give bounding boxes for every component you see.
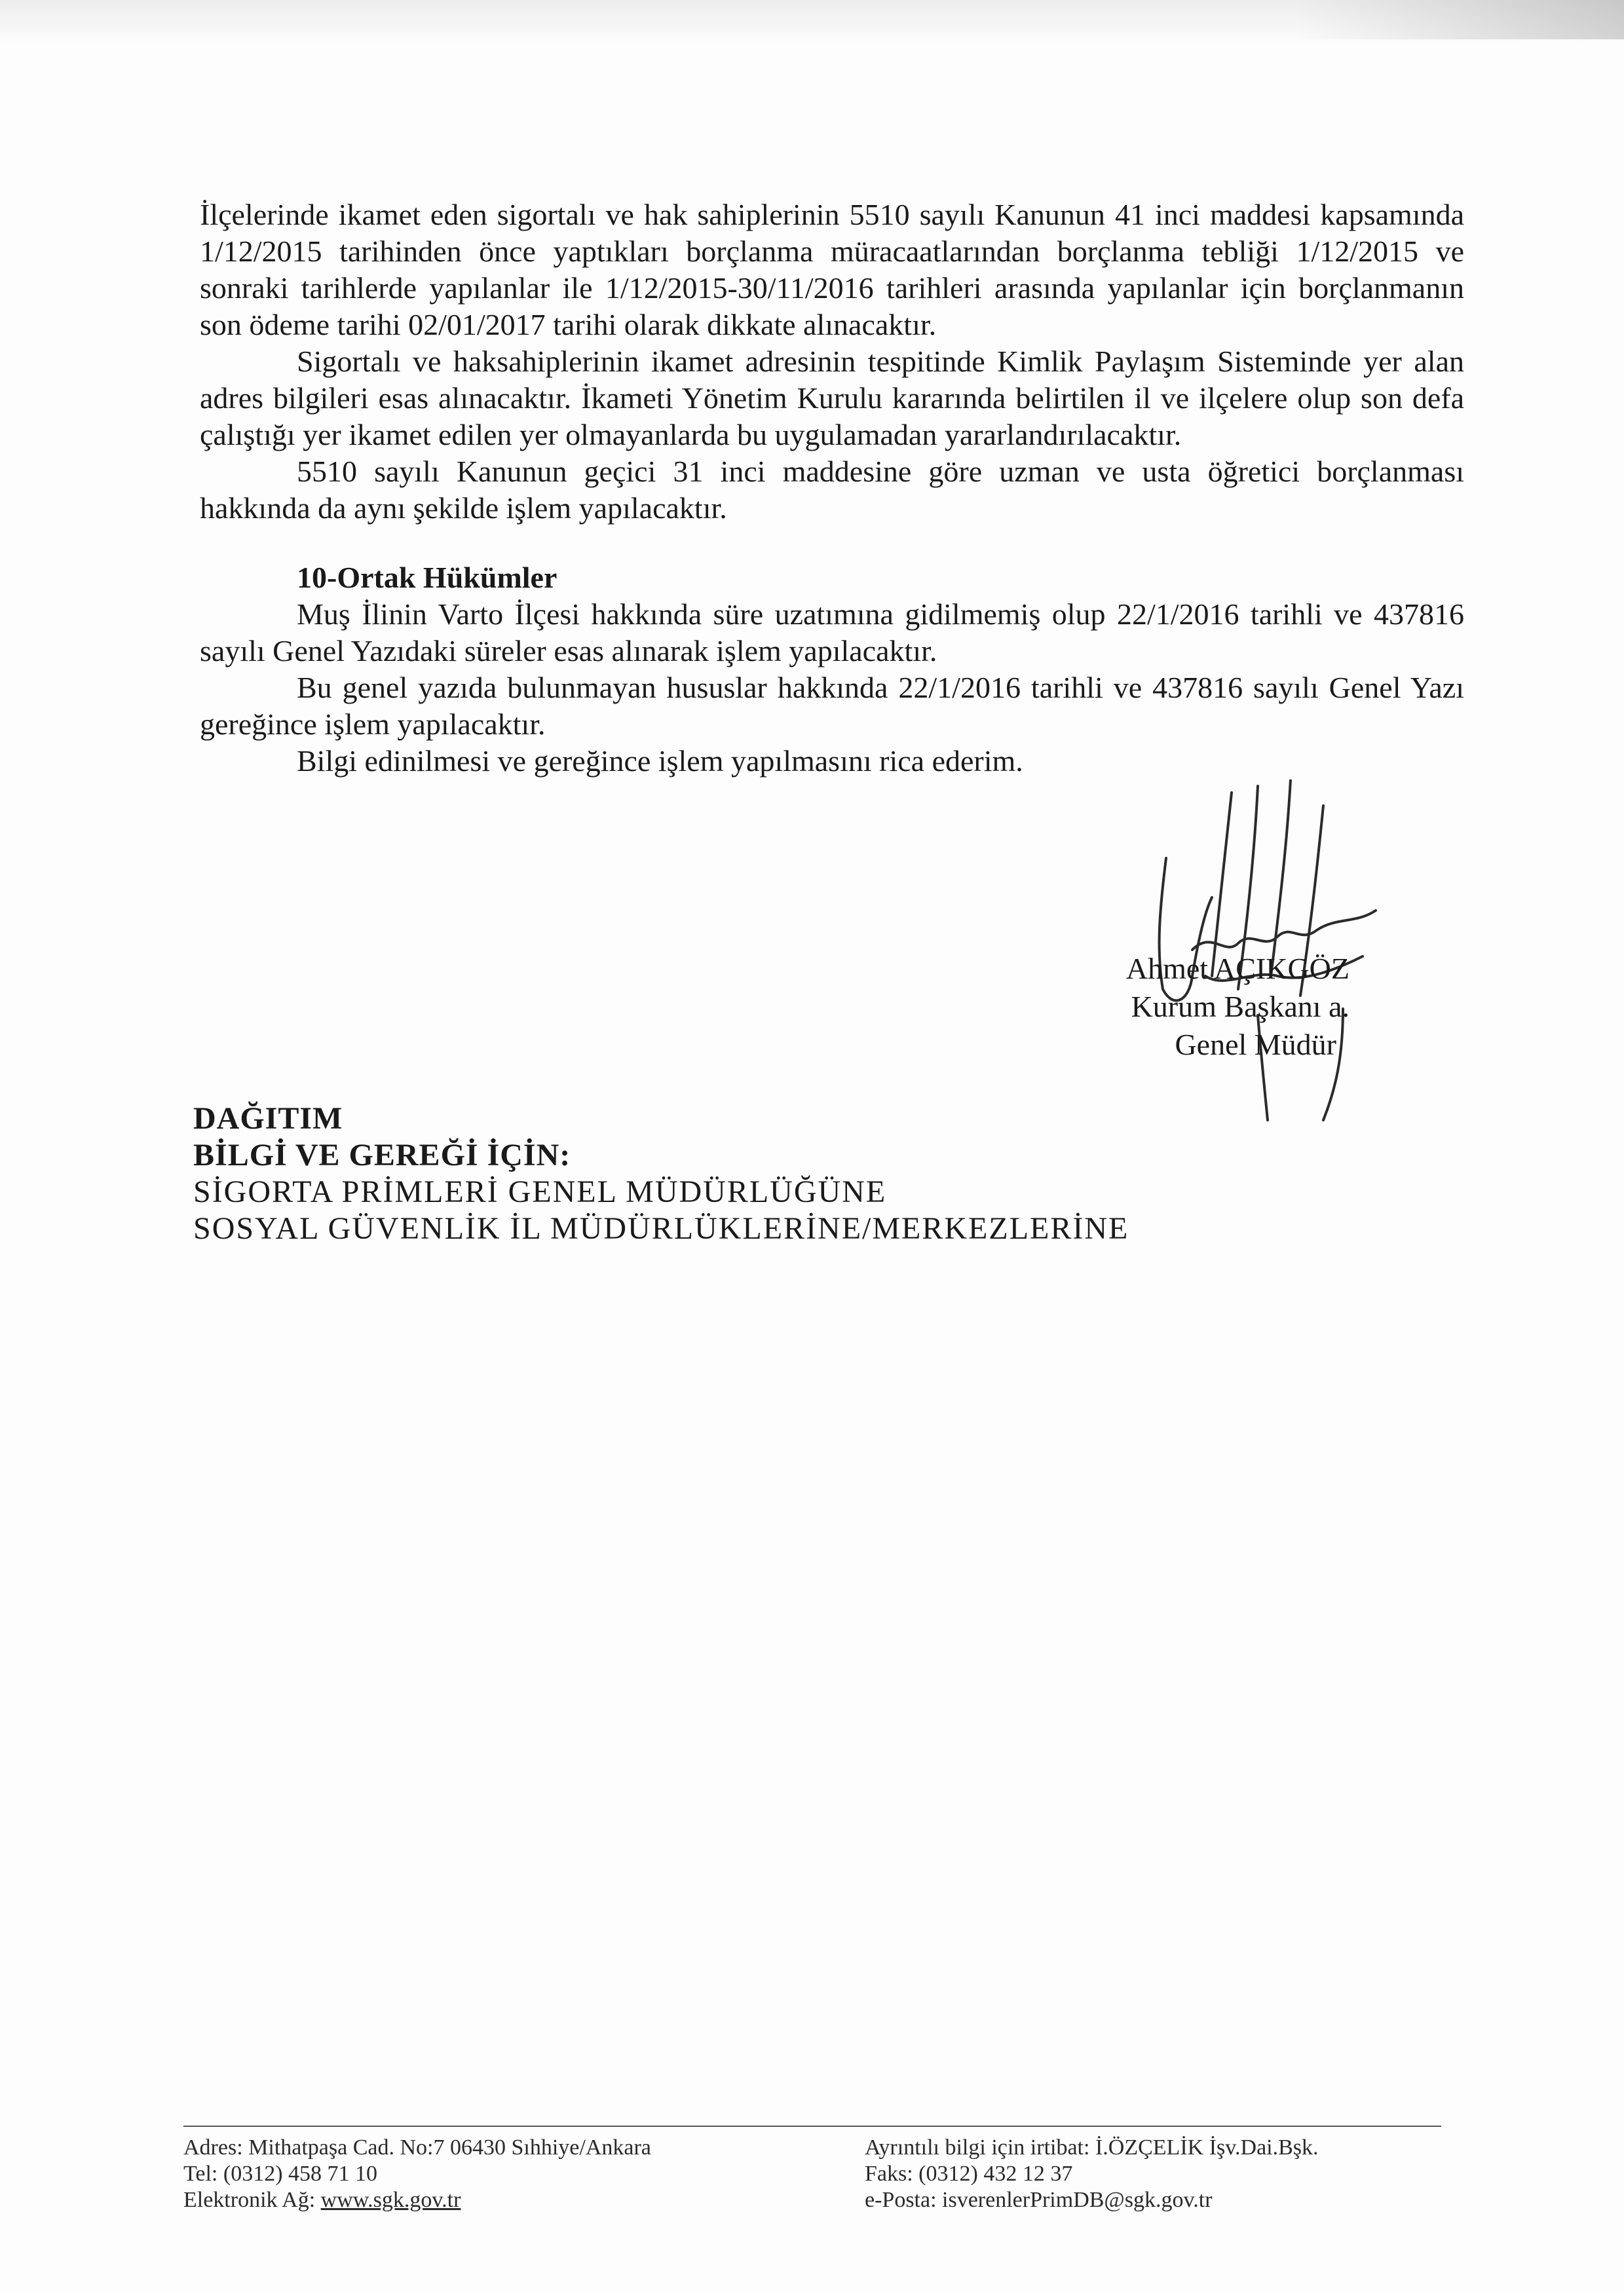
footer-email[interactable]: e-Posta: isverenlerPrimDB@sgk.gov.tr: [865, 2188, 1213, 2212]
paragraph-4: Muş İlinin Varto İlçesi hakkında süre uzatımına gidilmemiş olup 22/1/2016 tarihli ve 437816 sayılı Genel Yazıdaki süreler esas alınarak işlem yapılacaktır.: [200, 597, 1464, 667]
footer-contact-right: [865, 2135, 1441, 2213]
footer-phone: Tel: (0312) 458 71 10: [183, 2162, 378, 2186]
paragraph-2: Sigortalı ve haksahiplerinin ikamet adresinin tespitinde Kimlik Paylaşım Sisteminde yer alan adres bilgileri esas alınacaktır. İkameti Yönetim Kurulu kararında belirtilen il ve ilçelere olup son defa çalıştığı yer ikamet edilen yer olmayanlarda bu uygulamadan yararlandırılacaktır.: [200, 345, 1464, 451]
website-link[interactable]: www.sgk.gov.tr: [320, 2188, 461, 2212]
scan-shadow-corner: [1296, 0, 1624, 39]
footer-website: [183, 2187, 773, 2213]
paragraph-6: Bilgi edinilmesi ve gereğince işlem yapılmasını rica ederim.: [297, 744, 1023, 778]
footer-contact-left: [183, 2135, 773, 2213]
signature-block: [1074, 950, 1350, 1064]
footer-address: Adres: Mithatpaşa Cad. No:7 06430 Sıhhiye/Ankara: [183, 2135, 651, 2160]
recipient-2: SOSYAL GÜVENLİK İL MÜDÜRLÜKLERİNE/MERKEZLERİNE: [193, 1211, 1129, 1246]
recipient-1: SİGORTA PRİMLERİ GENEL MÜDÜRLÜĞÜNE: [193, 1174, 887, 1209]
section-heading: 10-Ortak Hükümler: [297, 561, 557, 594]
footer-web-label: Elektronik Ağ:: [183, 2188, 321, 2212]
section-gap: [200, 527, 1464, 559]
document-body: [200, 197, 1464, 779]
signatory-position: Genel Müdür: [1175, 1028, 1336, 1061]
signatory-name: Ahmet AÇIKGÖZ: [1125, 952, 1350, 985]
footer-fax: Faks: (0312) 432 12 37: [865, 2162, 1073, 2186]
paragraph-3: 5510 sayılı Kanunun geçici 31 inci maddesine göre uzman ve usta öğretici borçlanması hakkında da aynı şekilde işlem yapılacaktır.: [200, 455, 1464, 525]
paragraph-1: İlçelerinde ikamet eden sigortalı ve hak sahiplerinin 5510 sayılı Kanunun 41 inci maddesi kapsamında 1/12/2015 tarihinden önce yaptıkları borçlanma müracaatlarından borçlanma tebliği 1/12/2015 ve sonraki tarihlerde yapılanlar ile 1/12/2015-30/11/2016 tarihleri arasında yapılanlar için borçlanmanın son ödeme tarihi 02/01/2017 tarihi olarak dikkate alınacaktır.: [200, 198, 1464, 341]
footer-contact-person: Ayrıntılı bilgi için irtibat: İ.ÖZÇELİK İşv.Dai.Bşk.: [865, 2135, 1319, 2160]
distribution-heading: DAĞITIM: [193, 1101, 343, 1136]
footer: [183, 2126, 1441, 2213]
paragraph-5: Bu genel yazıda bulunmayan hususlar hakkında 22/1/2016 tarihli ve 437816 sayılı Genel Yazı gereğince işlem yapılacaktır.: [200, 671, 1464, 741]
distribution-list: [193, 1100, 1176, 1247]
distribution-subheading: BİLGİ VE GEREĞİ İÇİN:: [193, 1138, 571, 1173]
signatory-title: Kurum Başkanı a.: [1131, 990, 1350, 1023]
